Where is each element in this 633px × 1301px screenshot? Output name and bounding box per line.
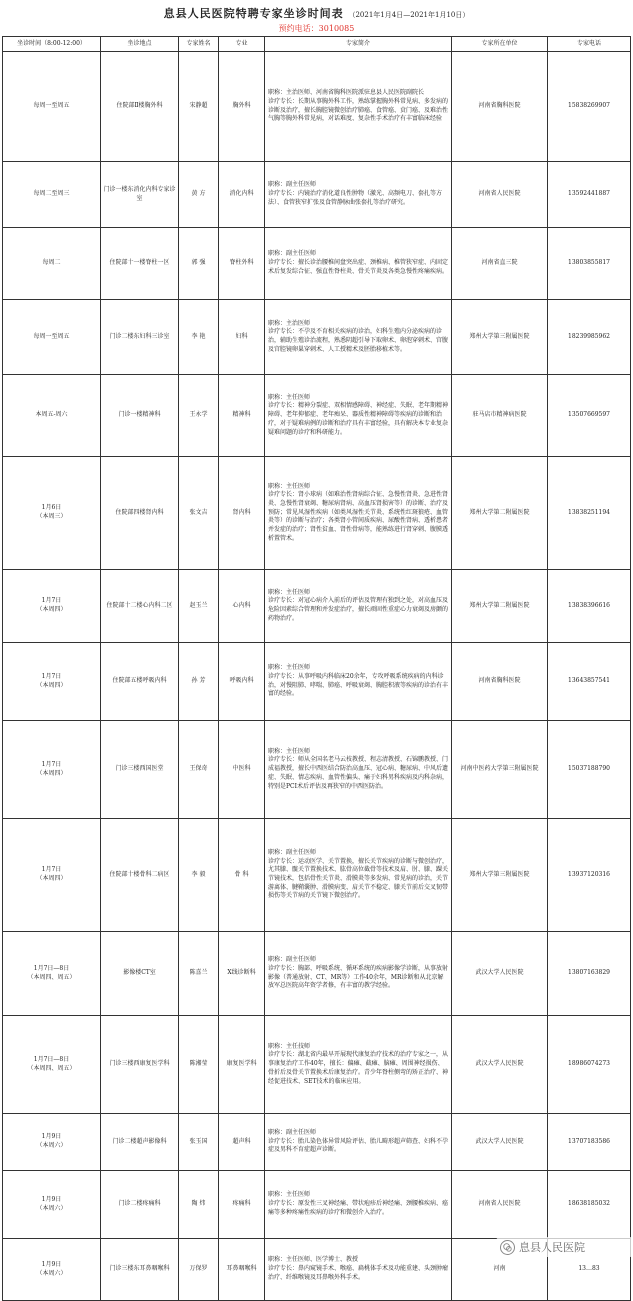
cell-dept: 脊柱外科: [219, 228, 265, 300]
cell-place: 住院部十二楼心内科二区: [101, 570, 179, 643]
cell-unit: 郑州大学第三附属医院: [452, 819, 548, 932]
cell-intro: 职称：主任医师 诊疗专长：师从全国名老马云枝教授、程志清教授、石锦鹏教授、门成福教授，擅长中西医结合防治高血压、冠心病、糖尿病、中风后遗症、失眠、情志疾病、血管性偏头、痛于妇科男科疾病及内科杂病，特别是PCI术后评估及再狭窄的中西医防治。: [265, 721, 452, 819]
cell-phone: 13838251194: [548, 457, 631, 570]
cell-phone: 13803855817: [548, 228, 631, 300]
cell-name: 孙 芳: [179, 643, 219, 721]
cell-dept: 骨 科: [219, 819, 265, 932]
cell-time: 每周二: [3, 228, 101, 300]
cell-dept: 妇科: [219, 300, 265, 375]
col-header-unit: 专家所在单位: [452, 37, 548, 52]
col-header-intro: 专家简介: [265, 37, 452, 52]
cell-name: 王永学: [179, 375, 219, 457]
col-header-name: 专家姓名: [179, 37, 219, 52]
cell-phone: 13…83: [548, 1239, 631, 1301]
col-header-phone: 专家电话: [548, 37, 631, 52]
cell-dept: 中医科: [219, 721, 265, 819]
table-row: [3, 162, 631, 228]
cell-unit: 武汉大学人民医院: [452, 932, 548, 1016]
cell-name: 李 艳: [179, 300, 219, 375]
cell-intro: 职称：主治医师、河南省胸科医院派驻息县人民医院副院长 诊疗专长：长期从事胸外科工作，熟练掌握胸外科常见病、多发病的诊断及治疗，擅长胸腔镜微创治疗肺癌、食管癌、贲门癌、及难治性气胸等胸外科常见病，对话难度、复杂性手术治疗有丰富临床经验: [265, 52, 452, 162]
cell-intro: 职称：主任医师 诊疗专长：肾小球病（如难治性肾病综合征、急慢性肾炎、急进性肾炎、急慢性肾衰竭、糖尿病肾病、高血压肾损害等）的诊断、治疗及预防；常见风湿性疾病（如类风湿性关节炎、系统性红斑狼疮、血管炎等）的诊断与治疗；各类肾小管间质疾病、尿酸性肾病、透析患者并发症的治疗；肾性贫血、肾性骨病等，能熟练进行肾穿刺、腹膜透析置管术。: [265, 457, 452, 570]
cell-place: 门诊一楼东消化内科专家诊室: [101, 162, 179, 228]
cell-phone: 13838396616: [548, 570, 631, 643]
cell-time: 每周二至周三: [3, 162, 101, 228]
date-range: （2021年1月4日—2021年1月10日）: [348, 11, 470, 19]
cell-place: 住院部五楼呼吸内科: [101, 643, 179, 721]
cell-time: 1月7日 （本周四）: [3, 570, 101, 643]
cell-dept: 肾内科: [219, 457, 265, 570]
cell-name: 郭 强: [179, 228, 219, 300]
booking-hotline: 预约电话：3010085: [278, 24, 355, 33]
table-row: [3, 932, 631, 1016]
cell-time: 1月7日—8日 （本周四、周五）: [3, 932, 101, 1016]
cell-place: 门诊一楼精神科: [101, 375, 179, 457]
cell-place: 住院部Ⅱ楼胸外科: [101, 52, 179, 162]
wechat-watermark: [496, 1237, 633, 1257]
cell-name: 王保奇: [179, 721, 219, 819]
cell-time: 1月7日 （本周四）: [3, 819, 101, 932]
col-header-time: 坐诊时间（8:00-12:00）: [3, 37, 101, 52]
table-row: [3, 1114, 631, 1171]
cell-unit: 武汉大学人民医院: [452, 1016, 548, 1114]
cell-intro: 职称：主治医师 诊疗专长：不孕及不育相关疾病的诊治，妇科生殖内分泌疾病的诊治，辅助生殖诊治流程，熟悉阴超引导下取卵术、卵泡穿刺术、宫腹及宫腔镜卵巢穿刺术、人工授精术及胚胎移植术等。: [265, 300, 452, 375]
title-text: 息县人民医院特聘专家坐诊时间表: [163, 7, 344, 20]
cell-phone: 13807163829: [548, 932, 631, 1016]
cell-unit: 河南: [452, 1239, 548, 1301]
cell-time: 每周一至周五: [3, 300, 101, 375]
cell-dept: 呼吸内科: [219, 643, 265, 721]
cell-place: 门诊三楼西国医堂: [101, 721, 179, 819]
table-row: [3, 375, 631, 457]
cell-place: 门诊二楼超声影像科: [101, 1114, 179, 1171]
cell-intro: 职称：主任医师、医学博士、教授 诊疗专长：鼻内窥镜手术、喉癌、扁桃体手术及功能重建、头颈肿瘤治疗、纤维喉镜及耳鼻喉外科手术。: [265, 1239, 452, 1301]
table-row: [3, 819, 631, 932]
table-row: [3, 457, 631, 570]
cell-unit: 驻马店市精神病医院: [452, 375, 548, 457]
cell-time: 1月9日 （本周六）: [3, 1171, 101, 1239]
table-row: [3, 52, 631, 162]
cell-dept: 超声科: [219, 1114, 265, 1171]
cell-time: 1月7日—8日 （本周四、周五）: [3, 1016, 101, 1114]
cell-intro: 职称：主任医师 诊疗专长：从事呼吸内科临床20余年，专攻呼吸系统疾病的内科诊治，对慢阻肺、哮喘、肺癌、呼吸衰竭、胸腔积液等疾病的诊治有丰富的经验。: [265, 643, 452, 721]
cell-dept: 精神科: [219, 375, 265, 457]
cell-place: 门诊三楼东耳鼻咽喉科: [101, 1239, 179, 1301]
cell-place: 门诊二楼疼痛科: [101, 1171, 179, 1239]
cell-dept: 心内科: [219, 570, 265, 643]
cell-intro: 职称：副主任医师 诊疗专长：擅长诊治腰椎间盘突出症、颈椎病、椎管狭窄症、内固定术后复发综合征、强直性脊柱炎、骨关节炎及各类急慢性疼痛疾病。: [265, 228, 452, 300]
cell-name: 赵玉兰: [179, 570, 219, 643]
page-title: [0, 0, 633, 22]
cell-intro: 职称：主任医师 诊疗专长：精神分裂症、双相情感障碍、神经症、失眠、老年期精神障碍、老年抑郁症、老年痴呆、器质性精神障碍等疾病的诊断和治疗，对于疑难病例的诊断和治疗具有丰富经验，具有解决本专业复杂疑难问题的诊疗和科研能力。: [265, 375, 452, 457]
table-row: [3, 300, 631, 375]
table-row: [3, 643, 631, 721]
cell-intro: 职称：副主任医师 诊疗专长：胎儿染色体异常风险评估、胎儿畸形超声筛查、妇科不孕症及男科不育症超声诊断。: [265, 1114, 452, 1171]
cell-phone: 13937120316: [548, 819, 631, 932]
col-header-place: 坐诊地点: [101, 37, 179, 52]
cell-place: 影像楼CT室: [101, 932, 179, 1016]
cell-time: 1月7日 （本周四）: [3, 643, 101, 721]
cell-time: 1月9日 （本周六）: [3, 1114, 101, 1171]
cell-phone: 15838269907: [548, 52, 631, 162]
cell-phone: 15037188790: [548, 721, 631, 819]
cell-phone: 13507669597: [548, 375, 631, 457]
watermark-text: 息县人民医院: [519, 1241, 585, 1254]
cell-unit: 河南省胸科医院: [452, 52, 548, 162]
cell-intro: 职称：主任技师 诊疗专长：湖北省内最早开展现代康复治疗技术的治疗专家之一，从事康复治疗工作40年，擅长：偏瘫、截瘫、脑瘫、周围神经损伤、骨折后及骨关节置换术后康复治疗。青少年脊柱侧弯的矫正治疗、神经促进技术、SET技术的临床应用。: [265, 1016, 452, 1114]
col-header-dept: 专业: [219, 37, 265, 52]
schedule-table: [2, 36, 631, 1301]
cell-place: 住院部十一楼脊柱一区: [101, 228, 179, 300]
cell-name: 万保罗: [179, 1239, 219, 1301]
table-row: [3, 228, 631, 300]
cell-dept: 消化内科: [219, 162, 265, 228]
cell-time: 1月9日 （本周六）: [3, 1239, 101, 1301]
cell-intro: 职称：主任医师 诊疗专长：对冠心病介入前后的评估及管理有独到之处，对高血压及危险因素综合管理和并发症治疗，擅长顽固性重症心力衰竭及房颤的药物治疗。: [265, 570, 452, 643]
cell-name: 陶 炜: [179, 1171, 219, 1239]
table-row: [3, 1016, 631, 1114]
cell-time: 每周一至周五: [3, 52, 101, 162]
cell-dept: 疼痛科: [219, 1171, 265, 1239]
cell-unit: 河南省人民医院: [452, 162, 548, 228]
cell-phone: 18986074273: [548, 1016, 631, 1114]
cell-name: 陈喜兰: [179, 932, 219, 1016]
cell-unit: 河南省直三院: [452, 228, 548, 300]
cell-time: 1月6日 （本周三）: [3, 457, 101, 570]
cell-name: 张文吉: [179, 457, 219, 570]
cell-unit: 武汉大学人民医院: [452, 1114, 548, 1171]
table-row: [3, 570, 631, 643]
cell-unit: 郑州大学第二附属医院: [452, 570, 548, 643]
cell-unit: 河南省胸科医院: [452, 643, 548, 721]
cell-phone: 18239985962: [548, 300, 631, 375]
cell-unit: 郑州大学第三附属医院: [452, 300, 548, 375]
cell-intro: 职称：副主任医师 诊疗专长：运动医学、关节置换，擅长关节疾病的诊断与微创治疗，尤其膝、髋关节置换技术、肱骨高位截骨等技术及肩、肘、膝、踝关节镜技术，包括骨性关节炎、滑膜炎等多发病、常见病的诊治，关节游离体、腱鞘囊肿、滑膜病变、肩关节不稳定、膝关节前后交叉韧带损伤等关节病的关节镜下微创治疗。: [265, 819, 452, 932]
cell-dept: 胸外科: [219, 52, 265, 162]
cell-dept: X线诊断科: [219, 932, 265, 1016]
cell-place: 门诊二楼东妇科三诊室: [101, 300, 179, 375]
cell-intro: 职称：主任医师 诊疗专长：原发性三叉神经痛、带状疱疹后神经痛、颈腰椎疾病、癌痛等多种疼痛性疾病的诊疗和微创介入治疗。: [265, 1171, 452, 1239]
cell-place: 门诊三楼西康复医学科: [101, 1016, 179, 1114]
cell-dept: 耳鼻咽喉科: [219, 1239, 265, 1301]
cell-phone: 13643857541: [548, 643, 631, 721]
cell-unit: 河南省人民医院: [452, 1171, 548, 1239]
header-row: [3, 37, 631, 52]
cell-phone: 13707183586: [548, 1114, 631, 1171]
cell-time: 本周五-周六: [3, 375, 101, 457]
cell-place: 住院部四楼肾内科: [101, 457, 179, 570]
table-row: [3, 721, 631, 819]
table-row: [3, 1171, 631, 1239]
cell-unit: 河南中医药大学第三附属医院: [452, 721, 548, 819]
cell-dept: 康复医学科: [219, 1016, 265, 1114]
wechat-icon: [500, 1240, 515, 1255]
cell-name: 陈湘莹: [179, 1016, 219, 1114]
cell-name: 李 毅: [179, 819, 219, 932]
cell-phone: 13592441887: [548, 162, 631, 228]
cell-name: 宋静超: [179, 52, 219, 162]
cell-intro: 职称：副主任医师 诊疗专长：内镜治疗消化道良性肿物（激光、高频电刀、套扎等方法）、食管狭窄扩张及食管静脉曲张套扎等治疗研究。: [265, 162, 452, 228]
cell-name: 黄 方: [179, 162, 219, 228]
cell-intro: 职称：副主任医师 诊疗专长：胸部、呼吸系统、循环系统的疾病影像学诊断，从事放射影像（普通放射、CT、MR等）工作40余年，MR诊断和从北京解放军总医院高年资学者修，有丰富的教学经验。: [265, 932, 452, 1016]
cell-unit: 郑州大学第二附属医院: [452, 457, 548, 570]
cell-name: 张玉国: [179, 1114, 219, 1171]
cell-phone: 18638185032: [548, 1171, 631, 1239]
cell-place: 住院部十楼骨科二病区: [101, 819, 179, 932]
cell-time: 1月7日 （本周四）: [3, 721, 101, 819]
